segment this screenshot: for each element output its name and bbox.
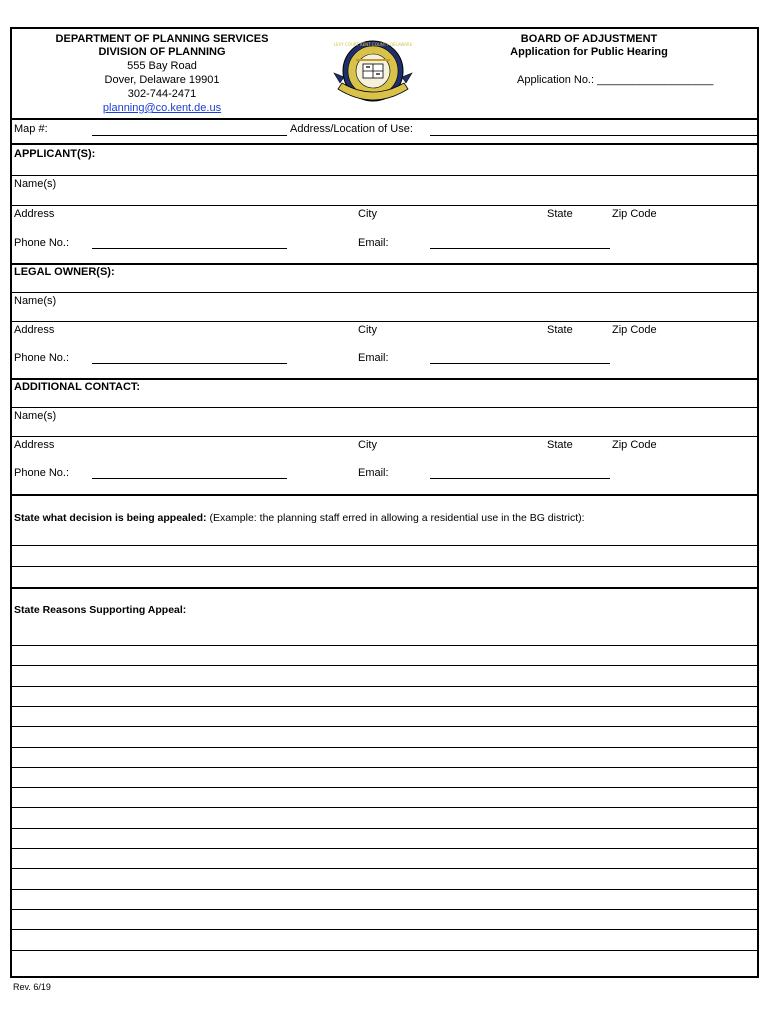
reasons-line[interactable] <box>12 665 757 666</box>
reasons-supporting-appeal-label: State Reasons Supporting Appeal: <box>14 604 187 616</box>
applicant-address-label: Address <box>14 208 55 220</box>
revision-label: Rev. 6/19 <box>13 982 51 992</box>
divider <box>12 292 757 293</box>
reasons-line[interactable] <box>12 828 757 829</box>
reasons-line[interactable] <box>12 747 757 748</box>
additional-contact-zip-label: Zip Code <box>612 439 657 451</box>
applicant-city-label: City <box>358 208 377 220</box>
reasons-line[interactable] <box>12 726 757 727</box>
divider <box>12 118 757 120</box>
divider <box>12 378 757 380</box>
kent-county-seal-icon <box>332 33 414 109</box>
legal-owner-zip-label: Zip Code <box>612 324 657 336</box>
divider <box>12 143 757 145</box>
divider <box>12 205 757 206</box>
reasons-line[interactable] <box>12 807 757 808</box>
divider <box>12 263 757 265</box>
applicant-names-label: Name(s) <box>14 178 57 190</box>
legal-owner-names-label: Name(s) <box>14 295 57 307</box>
additional-contact-state-label: State <box>547 439 573 451</box>
legal-owner-email-input[interactable] <box>430 363 610 364</box>
map-number-input[interactable] <box>92 135 287 136</box>
reasons-line[interactable] <box>12 848 757 849</box>
decision-appealed-label: State what decision is being appealed: <box>14 512 207 524</box>
reasons-line[interactable] <box>12 889 757 890</box>
divider <box>12 587 757 589</box>
divider <box>12 175 757 176</box>
legal-owner-city-label: City <box>358 324 377 336</box>
applicant-email-label: Email: <box>358 237 389 249</box>
decision-line[interactable] <box>12 545 757 546</box>
legal-owner-section-title: LEGAL OWNER(S): <box>14 266 115 278</box>
application-form <box>10 27 759 978</box>
applicant-zip-label: Zip Code <box>612 208 657 220</box>
applicant-section-title: APPLICANT(S): <box>14 148 96 160</box>
address-location-label: Address/Location of Use: <box>290 123 413 135</box>
reasons-line[interactable] <box>12 909 757 910</box>
applicant-phone-label: Phone No.: <box>14 237 70 249</box>
additional-contact-address-label: Address <box>14 439 55 451</box>
legal-owner-email-label: Email: <box>358 352 389 364</box>
decision-appealed-example: (Example: the planning staff erred in allowing a residential use in the BG district): <box>206 512 585 524</box>
reasons-line[interactable] <box>12 645 757 646</box>
division-name: DIVISION OF PLANNING <box>98 46 226 58</box>
additional-contact-names-label: Name(s) <box>14 410 57 422</box>
legal-owner-phone-input[interactable] <box>92 363 287 364</box>
additional-contact-section-title: ADDITIONAL CONTACT: <box>14 381 141 393</box>
legal-owner-phone-label: Phone No.: <box>14 352 70 364</box>
seal-text: LEVY COURT KENT COUNTY DELAWARE <box>333 42 413 47</box>
additional-contact-phone-label: Phone No.: <box>14 467 70 479</box>
additional-contact-city-label: City <box>358 439 377 451</box>
reasons-line[interactable] <box>12 950 757 951</box>
divider <box>12 494 757 496</box>
decision-appealed-prompt <box>14 512 585 524</box>
street-address: 555 Bay Road <box>127 60 197 72</box>
additional-contact-email-input[interactable] <box>430 478 610 479</box>
applicant-phone-input[interactable] <box>92 248 287 249</box>
legal-owner-address-label: Address <box>14 324 55 336</box>
reasons-line[interactable] <box>12 706 757 707</box>
divider <box>12 407 757 408</box>
decision-line[interactable] <box>12 566 757 567</box>
legal-owner-state-label: State <box>547 324 573 336</box>
map-label: Map #: <box>14 123 48 135</box>
additional-contact-phone-input[interactable] <box>92 478 287 479</box>
application-number-field[interactable]: Application No.: ___________________ <box>517 74 714 86</box>
additional-contact-email-label: Email: <box>358 467 389 479</box>
applicant-email-input[interactable] <box>430 248 610 249</box>
dept-name: DEPARTMENT OF PLANNING SERVICES <box>55 33 269 45</box>
city-line: Dover, Delaware 19901 <box>104 74 220 86</box>
email-wrap <box>32 102 292 114</box>
reasons-line[interactable] <box>12 787 757 788</box>
phone-number: 302-744-2471 <box>127 88 197 100</box>
applicant-state-label: State <box>547 208 573 220</box>
reasons-line[interactable] <box>12 868 757 869</box>
divider <box>12 436 757 437</box>
reasons-line[interactable] <box>12 929 757 930</box>
form-subtitle: Application for Public Hearing <box>510 46 668 58</box>
divider <box>12 321 757 322</box>
board-title: BOARD OF ADJUSTMENT <box>520 33 658 45</box>
reasons-line[interactable] <box>12 686 757 687</box>
email-link[interactable]: planning@co.kent.de.us <box>102 102 222 114</box>
address-location-input[interactable] <box>430 135 757 136</box>
reasons-line[interactable] <box>12 767 757 768</box>
